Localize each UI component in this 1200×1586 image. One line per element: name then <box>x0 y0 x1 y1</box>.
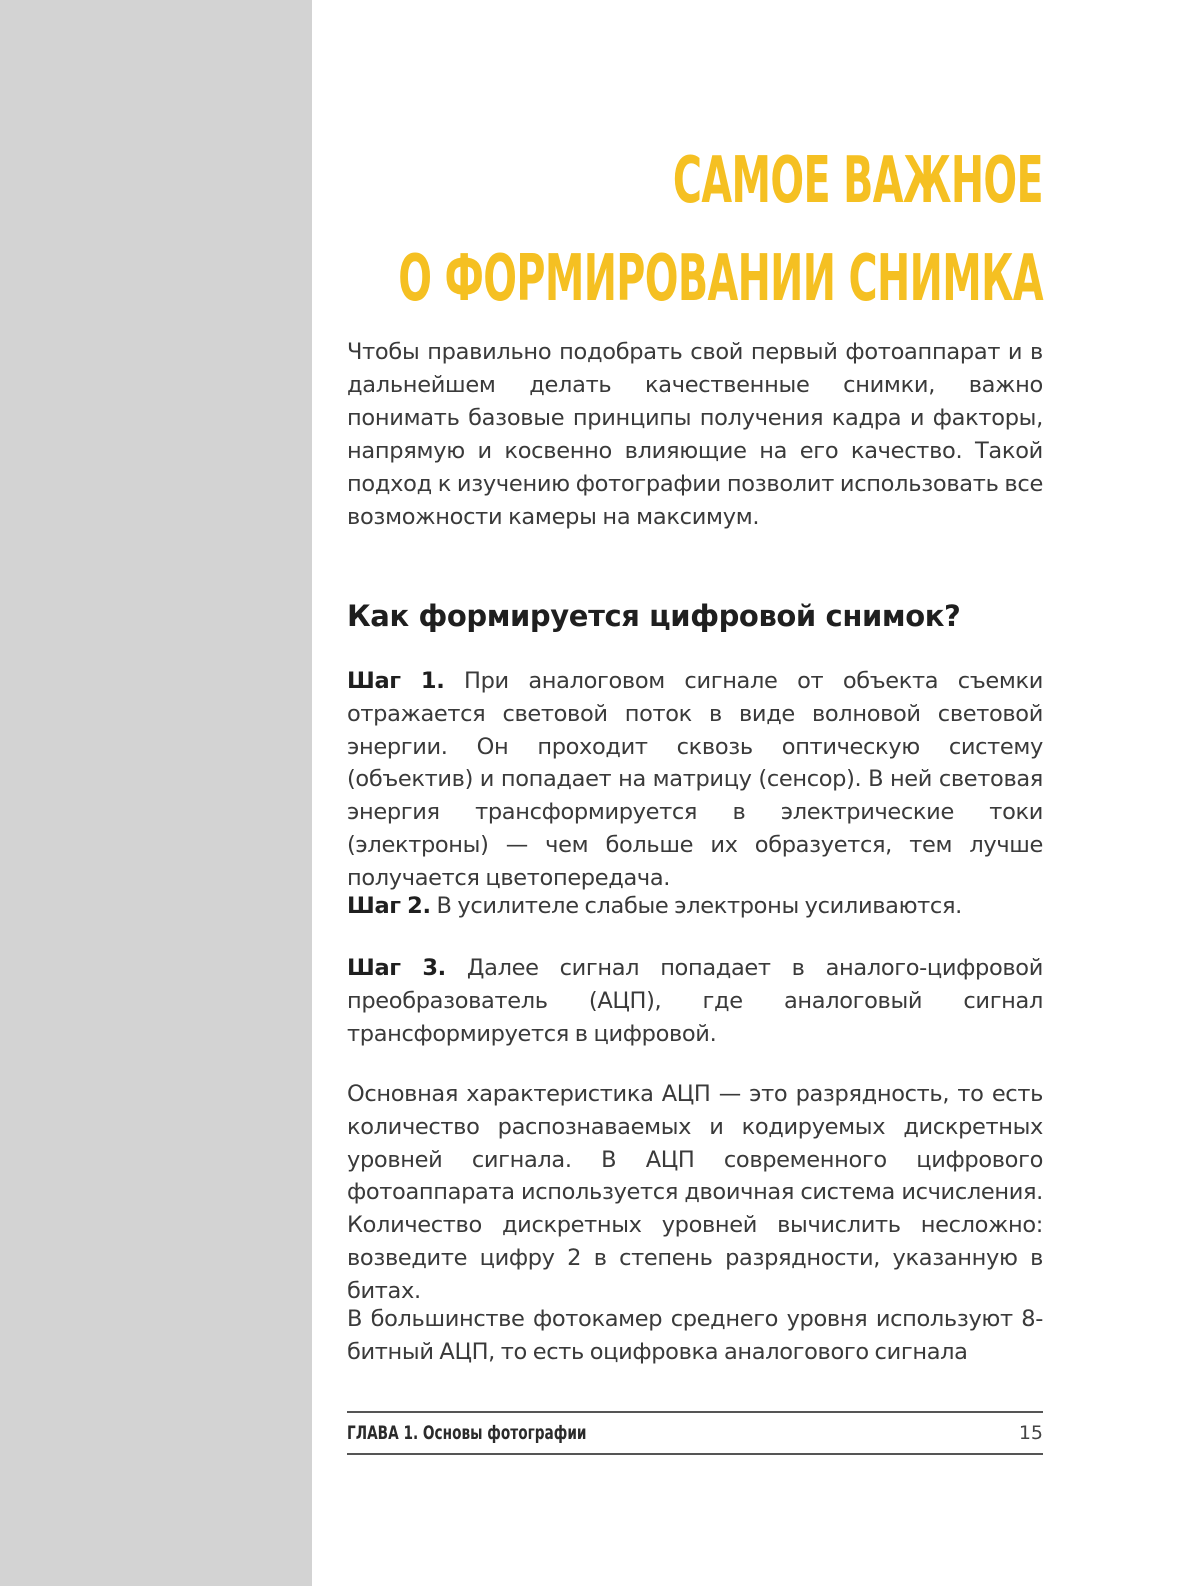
section-heading: Как формируется цифровой снимок? <box>347 599 961 633</box>
step-3-label: Шаг 3. <box>347 955 446 981</box>
step-1-label: Шаг 1. <box>347 668 445 694</box>
intro-paragraph: Чтобы правильно подобрать свой первый фотоаппарат и в дальнейшем делать качественные снимки, важно понимать базовые принципы получения кадра и факторы, напрямую и косвенно влияющие на его качество. Такой подход к изучению фотографии позволит использовать все возможности камеры на максимум. <box>347 339 1043 530</box>
cameras-paragraph: В большинстве фотокамер среднего уровня используют 8-битный АЦП, то есть оцифровка аналогового сигнала <box>347 1306 1043 1365</box>
footer-rule-top <box>347 1411 1043 1413</box>
footer-rule-bottom <box>347 1453 1043 1455</box>
step-2-text: В усилителе слабые электроны усиливаются. <box>430 893 962 919</box>
page-title-line-2: О ФОРМИРОВАНИИ СНИМКА <box>398 242 1043 316</box>
step-1-paragraph <box>347 665 1043 895</box>
adc-paragraph: Основная характеристика АЦП — это разрядность, то есть количество распознаваемых и кодируемых дискретных уровней сигнала. В АЦП современного цифрового фотоаппарата используется двоичная система исчисления. Количество дискретных уровней вычислить несложно: возведите цифру 2 в степень разрядности, указанную в битах. <box>347 1081 1043 1304</box>
step-2-label: Шаг 2. <box>347 893 431 919</box>
footer-chapter-title: ГЛАВА 1. Основы фотографии <box>347 1422 587 1444</box>
step-3-paragraph <box>347 952 1043 1050</box>
footer-page-number: 15 <box>1018 1422 1043 1444</box>
page-title-line-1: САМОЕ ВАЖНОЕ <box>672 144 1043 218</box>
step-2-paragraph <box>347 890 1043 923</box>
page-side-band <box>0 0 312 1586</box>
page-title <box>347 132 1043 328</box>
step-1-text: При аналоговом сигнале от объекта съемки отражается световой поток в виде волновой световой энергии. Он проходит сквозь оптическую систему (объектив) и попадает на матрицу (сенсор). В ней световая энергия трансформируется в электрические токи (электроны) — чем больше их образуется, тем лучше получается цветопередача. <box>347 668 1043 891</box>
step-3-text: Далее сигнал попадает в аналого-цифровой преобразователь (АЦП), где аналоговый сигнал трансформируется в цифровой. <box>347 955 1043 1047</box>
